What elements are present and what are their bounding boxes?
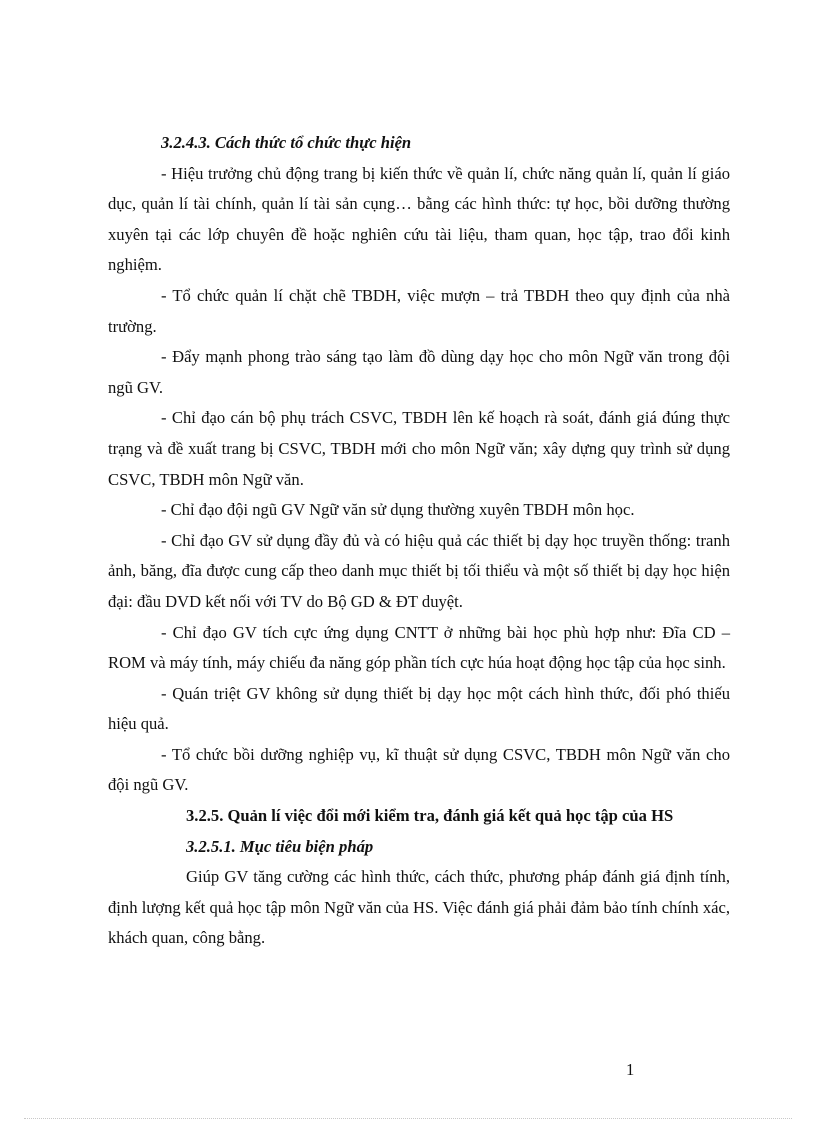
paragraph-principal-training: - Hiệu trưởng chủ động trang bị kiến thức về quản lí, chức năng quản lí, quản lí giáo dục, quản lí tài chính, quản lí tài sản cụng… bằng các hình thức: tự học, bồi dưỡng thường xuyên tại các lớp chuyên đề hoặc nghiên cứu tài liệu, tham quan, học tập, trao đổi kinh nghiệm. — [108, 163, 730, 275]
page-bottom-divider — [24, 1118, 792, 1119]
section-heading-3-2-5: 3.2.5. Quản lí việc đổi mới kiểm tra, đánh giá kết quả học tập của HS — [186, 806, 674, 826]
paragraph-skill-training: - Tổ chức bồi dưỡng nghiệp vụ, kĩ thuật sử dụng CSVC, TBDH môn Ngữ văn cho đội ngũ GV. — [108, 744, 730, 795]
paragraph-avoid-formality: - Quán triệt GV không sử dụng thiết bị dạy học một cách hình thức, đối phó thiếu hiệu quả. — [108, 683, 730, 734]
section-heading-3-2-4-3: 3.2.4.3. Cách thức tổ chức thực hiện — [161, 133, 412, 152]
paragraph-traditional-equipment: - Chỉ đạo GV sử dụng đầy đủ và có hiệu quả các thiết bị dạy học truyền thống: tranh ảnh, băng, đĩa được cung cấp theo danh mục thiết bị tối thiểu và một số thiết bị dạy học hiện đại: đầu DVD kết nối với TV do Bộ GD & ĐT duyệt. — [108, 530, 730, 611]
page-number: 1 — [626, 1060, 635, 1079]
paragraph-ict-application: - Chỉ đạo GV tích cực ứng dụng CNTT ở những bài học phù hợp như: Đĩa CD – ROM và máy tính, máy chiếu đa năng góp phần tích cực húa hoạt động học tập của học sinh. — [108, 622, 730, 673]
paragraph-equipment-management: - Tổ chức quản lí chặt chẽ TBDH, việc mượn – trả TBDH theo quy định của nhà trường. — [108, 285, 730, 336]
document-body — [108, 128, 730, 954]
paragraph-objective: Giúp GV tăng cường các hình thức, cách thức, phương pháp đánh giá định tính, định lượng kết quả học tập môn Ngữ văn của HS. Việc đánh giá phải đảm bảo tính chính xác, khách quan, công bằng. — [108, 867, 730, 948]
paragraph-regular-use: - Chỉ đạo đội ngũ GV Ngữ văn sử dụng thường xuyên TBDH môn học. — [161, 500, 635, 520]
paragraph-facility-review: - Chỉ đạo cán bộ phụ trách CSVC, TBDH lên kế hoạch rà soát, đánh giá đúng thực trạng và đề xuất trang bị CSVC, TBDH mới cho môn Ngữ văn; xây dựng quy trình sử dụng CSVC, TBDH môn Ngữ văn. — [108, 408, 730, 489]
paragraph-creative-teaching-aids: - Đẩy mạnh phong trào sáng tạo làm đồ dùng dạy học cho môn Ngữ văn trong đội ngũ GV. — [108, 347, 730, 397]
section-heading-3-2-5-1: 3.2.5.1. Mục tiêu biện pháp — [186, 836, 374, 856]
